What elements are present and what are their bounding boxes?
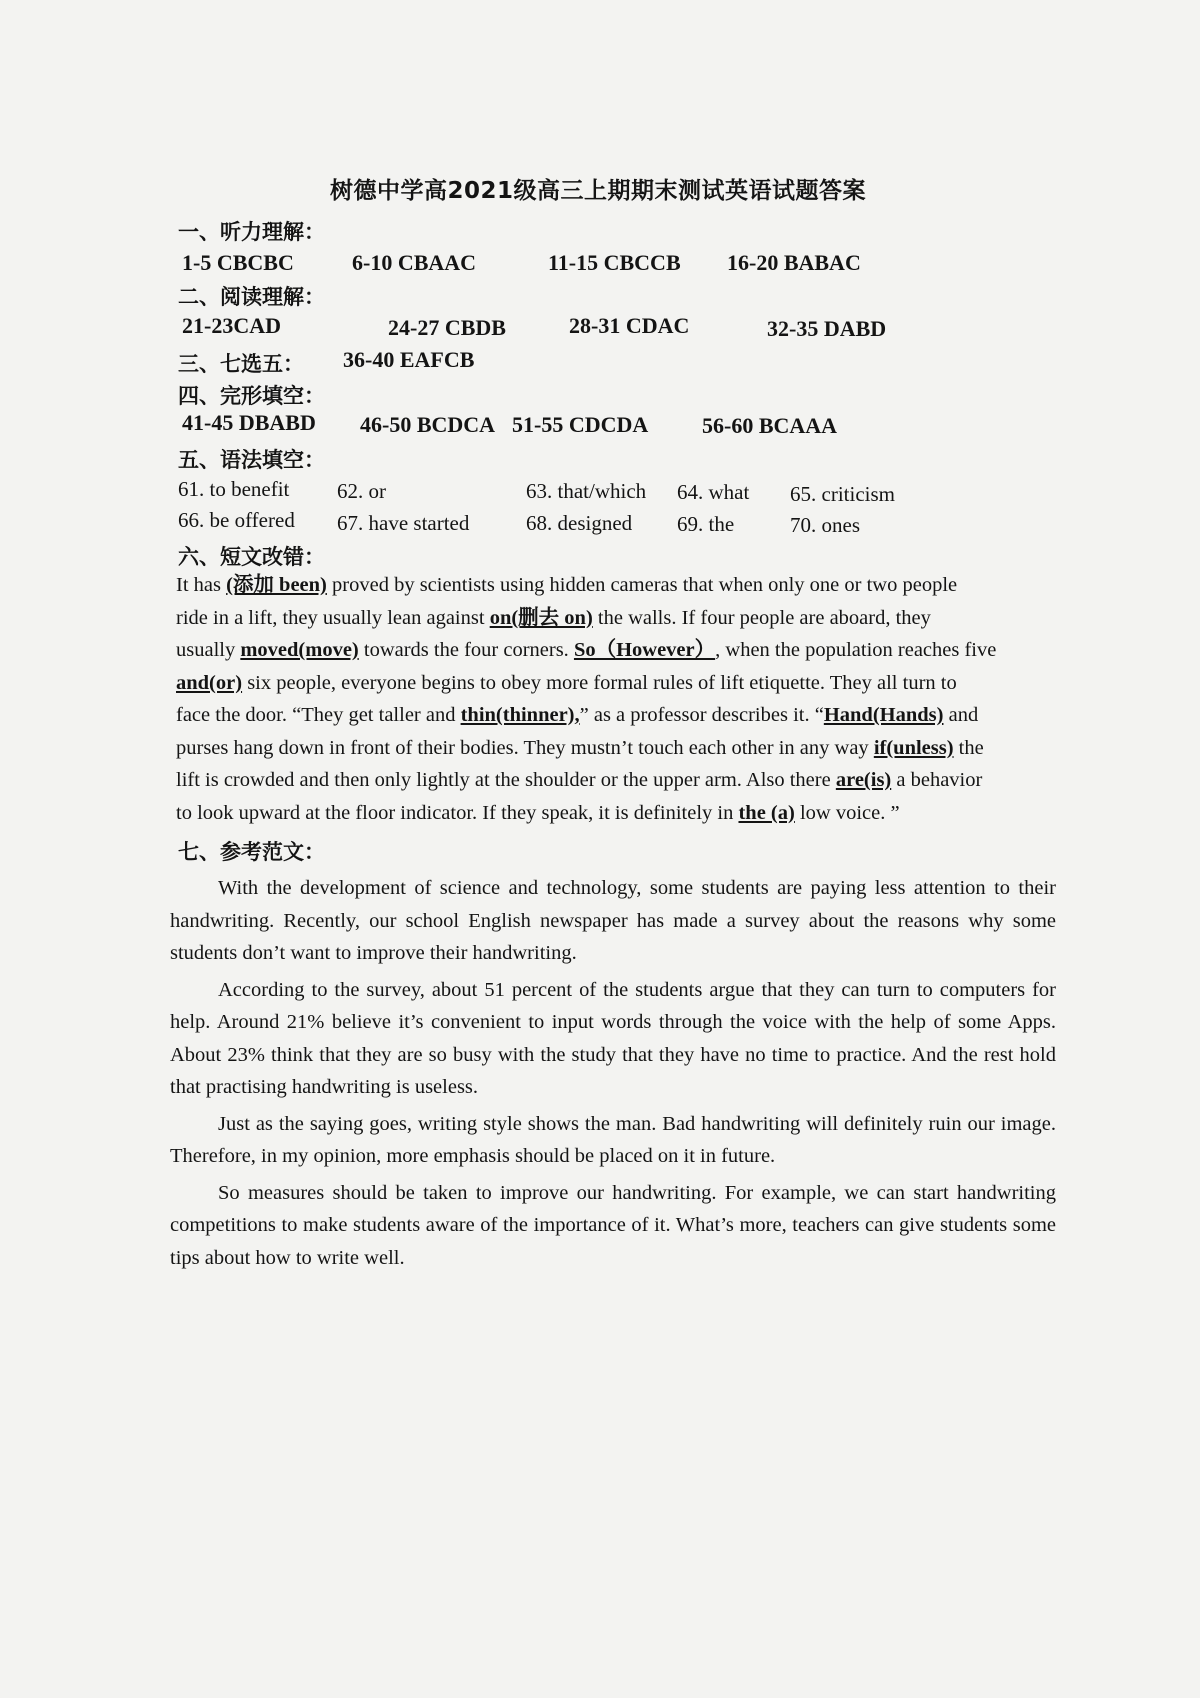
correction-line-4: and(or) six people, everyone begins to obey more formal rules of lift etiquette. They all turn to	[176, 671, 957, 694]
cloze-answer-2: 46-50 BCDCA	[360, 412, 496, 437]
section-listening-heading: 一、听力理解：	[178, 220, 325, 244]
listening-answer-2: 6-10 CBAAC	[352, 250, 477, 275]
grammar-answer-68: 68. designed	[526, 511, 633, 535]
correction-line-7: lift is crowded and then only lightly at the shoulder or the upper arm. Also there are(is) a behavior	[176, 769, 983, 791]
grammar-answer-62: 62. or	[337, 479, 386, 503]
correction-mark: Hand(Hands)	[823, 704, 944, 726]
listening-answer-3: 11-15 CBCCB	[548, 250, 681, 275]
grammar-answer-63: 63. that/which	[526, 479, 647, 503]
listening-answer-4: 16-20 BABAC	[727, 250, 861, 275]
listening-answer-1: 1-5 CBCBC	[182, 250, 294, 275]
page-title: 树德中学高2021级高三上期期末测试英语试题答案	[330, 178, 867, 204]
section-reading-heading: 二、阅读理解：	[178, 285, 325, 309]
correction-mark: if(unless)	[873, 736, 954, 759]
essay-paragraph-4: So measures should be taken to improve our handwriting. For example, we can start handwriting competitions to make students aware of the importance of it. What’s more, teachers can give students some tips about how to write well.	[170, 1181, 1056, 1269]
correction-mark: (添加 been)	[226, 574, 327, 596]
reading-answer-4: 32-35 DABD	[767, 316, 887, 341]
correction-line-1: It has (添加 been) proved by scientists using hidden cameras that when only one or two people	[176, 574, 958, 596]
correction-passage	[176, 569, 1056, 829]
correction-mark: the (a)	[738, 801, 795, 824]
section-seven-five-heading: 三、七选五：	[178, 352, 304, 376]
grammar-answer-67: 67. have started	[337, 511, 470, 535]
essay-paragraph-3: Just as the saying goes, writing style shows the man. Bad handwriting will definitely ruin our image. Therefore, in my opinion, more emphasis should be placed on it in future.	[170, 1112, 1056, 1167]
reading-answer-1: 21-23CAD	[182, 313, 281, 338]
correction-line-3: usually moved(move) towards the four corners. So（However）, when the population reaches five	[176, 639, 997, 661]
section-essay-heading: 七、参考范文：	[178, 840, 325, 864]
seven-five-answer: 36-40 EAFCB	[343, 347, 475, 372]
reading-answer-2: 24-27 CBDB	[388, 315, 506, 340]
grammar-answer-64: 64. what	[677, 480, 750, 504]
correction-line-5: face the door. “They get taller and thin(thinner),” as a professor describes it. “Hand(Hands) and	[176, 704, 979, 726]
grammar-answer-65: 65. criticism	[790, 482, 895, 506]
correction-mark: moved(move)	[240, 639, 359, 661]
correction-mark: So（However）	[573, 639, 716, 661]
grammar-answer-66: 66. be offered	[178, 508, 295, 532]
model-essay	[170, 872, 1056, 1274]
reading-answer-3: 28-31 CDAC	[569, 313, 690, 338]
grammar-answer-61: 61. to benefit	[178, 477, 290, 501]
cloze-answer-4: 56-60 BCAAA	[702, 413, 838, 438]
section-correction-heading: 六、短文改错：	[178, 545, 325, 569]
correction-mark: and(or)	[176, 671, 243, 694]
correction-line-6: purses hang down in front of their bodies. They mustn’t touch each other in any way if(unless) the	[176, 736, 984, 759]
essay-paragraph-2: According to the survey, about 51 percent of the students argue that they can turn to computers for help. Around 21% believe it’s convenient to input words through the voice with the help of some Apps. About 23% think that they are so busy with the study that they have no time to practice. And the rest hold that practising handwriting is useless.	[170, 978, 1056, 1098]
cloze-answer-3: 51-55 CDCDA	[512, 412, 649, 437]
grammar-answer-69: 69. the	[677, 512, 735, 536]
correction-line-8: to look upward at the floor indicator. If they speak, it is definitely in the (a) low voice. ”	[176, 801, 900, 824]
essay-paragraph-1: With the development of science and technology, some students are paying less attention to their handwriting. Recently, our school English newspaper has made a survey about the reasons why some students don’t want to improve their handwriting.	[170, 877, 1056, 964]
grammar-answer-70: 70. ones	[790, 513, 860, 537]
section-grammar-heading: 五、语法填空：	[178, 448, 325, 472]
cloze-answer-1: 41-45 DBABD	[182, 410, 316, 435]
section-cloze-heading: 四、完形填空：	[178, 384, 325, 408]
correction-mark: are(is)	[835, 769, 892, 791]
correction-mark: thin(thinner),	[460, 704, 580, 726]
correction-line-2: ride in a lift, they usually lean against on(删去 on) the walls. If four people are aboard, they	[176, 606, 931, 629]
correction-mark: on(删去 on)	[489, 606, 593, 629]
